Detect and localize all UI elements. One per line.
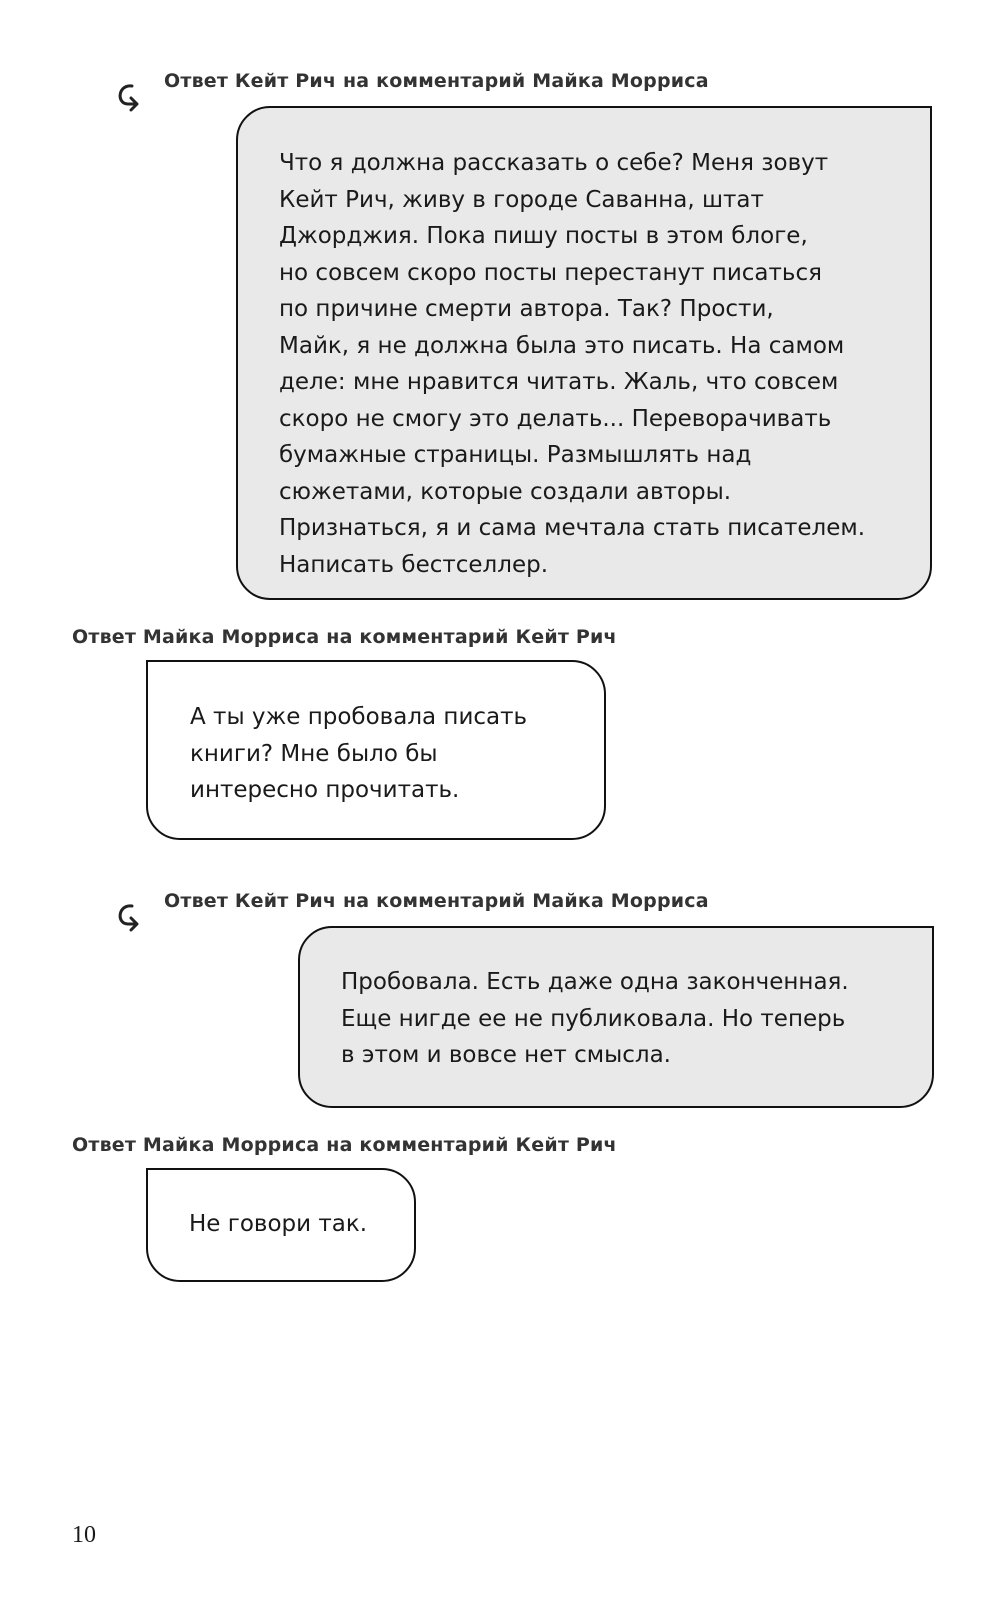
message-line: Пробовала. Есть даже одна законченная. bbox=[341, 969, 849, 995]
message-bubble-mike-2 bbox=[146, 1168, 416, 1282]
message-line: бумажные страницы. Размышлять над bbox=[279, 442, 752, 468]
message-header-kate-1: Ответ Кейт Рич на комментарий Майка Морриса bbox=[164, 70, 709, 92]
message-line: сюжетами, которые создали авторы. bbox=[279, 478, 732, 505]
message-line: книги? Мне было бы bbox=[190, 740, 438, 767]
message-line: Майк, я не должна была это писать. На самом bbox=[279, 332, 845, 359]
message-line: интересно прочитать. bbox=[190, 777, 460, 803]
reply-arrow-icon bbox=[112, 82, 142, 112]
message-header-mike-1: Ответ Майка Морриса на комментарий Кейт Рич bbox=[72, 626, 617, 648]
message-line: Признаться, я и сама мечтала стать писателем. bbox=[279, 515, 866, 541]
message-line: по причине смерти автора. Так? Прости, bbox=[279, 296, 774, 322]
message-line: Кейт Рич, живу в городе Саванна, штат bbox=[279, 186, 764, 213]
message-bubble-kate-2 bbox=[298, 926, 934, 1108]
message-line: Написать бестселлер. bbox=[279, 551, 549, 578]
message-line: А ты уже пробовала писать bbox=[190, 704, 528, 730]
message-line: в этом и вовсе нет смысла. bbox=[341, 1042, 671, 1068]
message-header-mike-2: Ответ Майка Морриса на комментарий Кейт Рич bbox=[72, 1134, 617, 1156]
message-header-kate-2: Ответ Кейт Рич на комментарий Майка Морриса bbox=[164, 890, 709, 912]
message-line: Джорджия. Пока пишу посты в этом блоге, bbox=[279, 223, 808, 249]
message-line: Не говори так. bbox=[189, 1211, 368, 1237]
page-number: 10 bbox=[72, 1522, 96, 1548]
message-line: но совсем скоро посты перестанут писаться bbox=[279, 259, 822, 286]
message-bubble-mike-1 bbox=[146, 660, 606, 840]
message-line: Еще нигде ее не публиковала. Но теперь bbox=[341, 1005, 846, 1032]
reply-arrow-icon bbox=[112, 902, 142, 932]
message-line: деле: мне нравится читать. Жаль, что совсем bbox=[279, 369, 839, 395]
message-line: Что я должна рассказать о себе? Меня зовут bbox=[279, 150, 829, 176]
message-line: скоро не смогу это делать... Переворачивать bbox=[279, 405, 832, 432]
message-bubble-kate-1 bbox=[236, 106, 932, 600]
